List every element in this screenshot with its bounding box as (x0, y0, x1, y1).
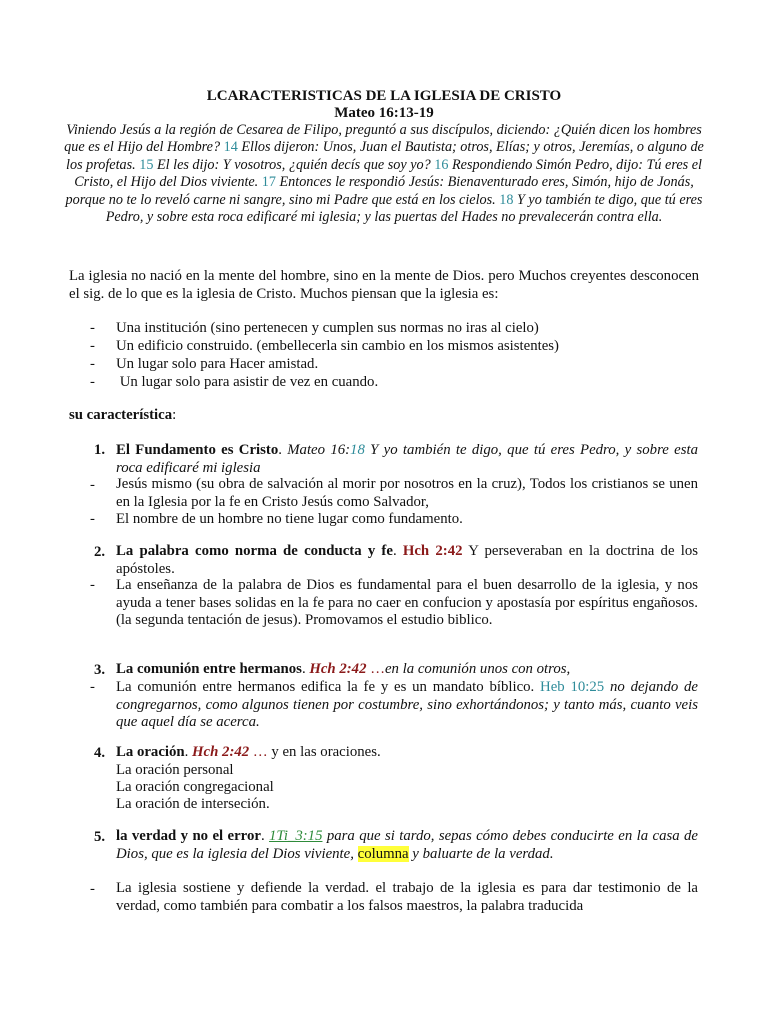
scripture-passage (60, 122, 708, 226)
section-heading (69, 407, 176, 424)
list-dash: - (90, 356, 95, 372)
characteristic-5 (116, 828, 698, 863)
list-dash: - (90, 477, 95, 493)
scripture-quote: y en las oraciones. (271, 744, 381, 760)
document-title: LCARACTERISTICAS DE LA IGLESIA DE CRISTO (206, 88, 562, 104)
characteristic-1 (116, 442, 698, 477)
characteristic-heading: El Fundamento es Cristo (116, 442, 279, 458)
heading-dot: . (392, 543, 397, 559)
list-item: Un edificio construido. (embellecerla sin cambio en los mismos asistentes) (116, 338, 559, 354)
list-dash: - (90, 881, 95, 897)
list-item: Un lugar solo para asistir de vez en cuando. (116, 374, 379, 390)
prayer-type: La oración personal (116, 762, 234, 778)
scripture-quote: Y perseveraban en la doctrina de los apóstoles. (116, 543, 698, 577)
prayer-type: La oración congregacional (116, 779, 274, 795)
verse-text: Respondiendo Simón Pedro, dijo: Tú eres el Cristo, el Hijo del Dios viviente. (74, 156, 702, 191)
verse-text: Viniendo Jesús a la región de Cesarea de Filipo, preguntó a sus discípulos, diciendo: (66, 122, 551, 138)
item-number: 1. (94, 442, 106, 458)
scripture-reference: Mateo 16: (287, 442, 351, 458)
characteristic-2 (116, 543, 698, 578)
characteristic-heading: La comunión entre hermanos (116, 661, 302, 677)
item-number: 3. (94, 662, 106, 678)
verse-text: ¿Quién dicen los hombres que es el Hijo del Hombre? (64, 122, 702, 156)
list-item: Un lugar solo para Hacer amistad. (116, 356, 319, 372)
scripture-quote: no dejando de congregarnos, como algunos tienen por costumbre, sino exhortándonos; y tanto más, cuanto veis que aquel día se acerca. (116, 679, 698, 731)
verse-number: 16 (434, 156, 449, 173)
verse-number: 17 (261, 174, 276, 191)
ellipsis: … (252, 744, 268, 760)
list-dash: - (90, 338, 95, 354)
characteristic-3 (116, 661, 698, 679)
scripture-reference-link[interactable]: 1Ti_3:15 (269, 828, 323, 844)
heading-dot: . (184, 744, 189, 760)
verse-number: 14 (223, 139, 238, 156)
scripture-reference: Hch 2:42 (402, 543, 463, 559)
prayer-type: La oración de interseción. (116, 796, 270, 812)
bullet-body: La comunión entre hermanos edifica la fe y es un mandato bíblico. (116, 679, 535, 695)
list-dash: - (90, 511, 95, 527)
verse-text: Y yo también te digo, que tú eres Pedro, y sobre esta roca edificaré mi iglesia; y las puertas del Hades no prevalecerán contra ella. (105, 191, 703, 226)
scripture-quote: y baluarte de la verdad. (412, 845, 554, 862)
characteristic-heading: La palabra como norma de conducta y fe (116, 543, 393, 559)
intro-paragraph: La iglesia no nació en la mente del hombre, sino en la mente de Dios. pero Muchos creyentes desconocen el sig. de lo que es la iglesia de Cristo. Muchos piensan que la iglesia es: (69, 268, 699, 302)
verse-text: El les dijo: Y vosotros, ¿quién decís que soy yo? (156, 156, 431, 173)
item-number: 5. (94, 829, 106, 845)
highlighted-word: columna (357, 845, 409, 862)
ellipsis: … (370, 661, 385, 677)
list-dash: - (90, 374, 95, 390)
document-subtitle: Mateo 16:13-19 (334, 105, 434, 121)
item-number: 4. (94, 745, 106, 761)
scripture-reference: Hch 2:42 (192, 744, 250, 760)
list-dash: - (90, 679, 95, 695)
verse-text: Ellos dijeron: Unos, Juan el Bautista; otros, Elías; y otros, Jeremías, o alguno de los profetas. (66, 139, 704, 173)
scripture-quote: en la comunión unos con otros, (384, 661, 571, 677)
list-dash: - (90, 320, 95, 336)
list-item: Una institución (sino pertenecen y cumplen sus normas no iras al cielo) (116, 320, 539, 336)
bullet-text: La iglesia sostiene y defiende la verdad. el trabajo de la iglesia es para dar testimonio de la verdad, como también para combatir a los falsos maestros, la palabra traducida (116, 880, 698, 914)
verse-number: 15 (139, 156, 154, 173)
bullet-text: Jesús mismo (su obra de salvación al morir por nosotros en la cruz), Todos los cristianos se unen en la Iglesia por la fe en Cristo Jesús como Salvador, (116, 476, 698, 510)
bullet-text (116, 679, 698, 732)
section-label: su característica (69, 407, 173, 423)
verse-text: Entonces le respondió Jesús: Bienaventurado eres, Simón, hijo de Jonás, porque no te lo reveló carne ni sangre, sino mi Padre que está en los cielos. (65, 174, 694, 208)
scripture-quote: Y yo también te digo, que tú eres Pedro, y sobre esta roca edificaré mi iglesia (116, 442, 698, 476)
bullet-text: El nombre de un hombre no tiene lugar como fundamento. (116, 511, 463, 527)
scripture-reference: Heb 10:25 (540, 679, 605, 695)
characteristic-heading: la verdad y no el error (116, 828, 261, 844)
section-colon: : (172, 407, 177, 423)
scripture-quote: para que si tardo, sepas cómo debes conducirte en la casa de Dios, que es la iglesia del Dios viviente, (116, 828, 698, 862)
list-dash: - (90, 577, 95, 593)
characteristic-heading: La oración (116, 744, 185, 760)
heading-dot: . (278, 442, 282, 458)
verse-number: 18 (350, 442, 365, 458)
heading-dot: . (260, 828, 265, 844)
verse-number: 18 (499, 191, 514, 208)
heading-dot: . (301, 661, 306, 677)
item-number: 2. (94, 544, 106, 560)
characteristic-4 (116, 744, 698, 762)
scripture-reference: Hch 2:42 (309, 661, 367, 677)
bullet-text: La enseñanza de la palabra de Dios es fundamental para el buen desarrollo de la iglesia, y nos ayuda a tener bases solidas en la fe para no caer en confucion y apostasía por espíritus engañosos. (la segunda tentación de jesus). Promovamos el estudio biblico. (116, 577, 698, 629)
